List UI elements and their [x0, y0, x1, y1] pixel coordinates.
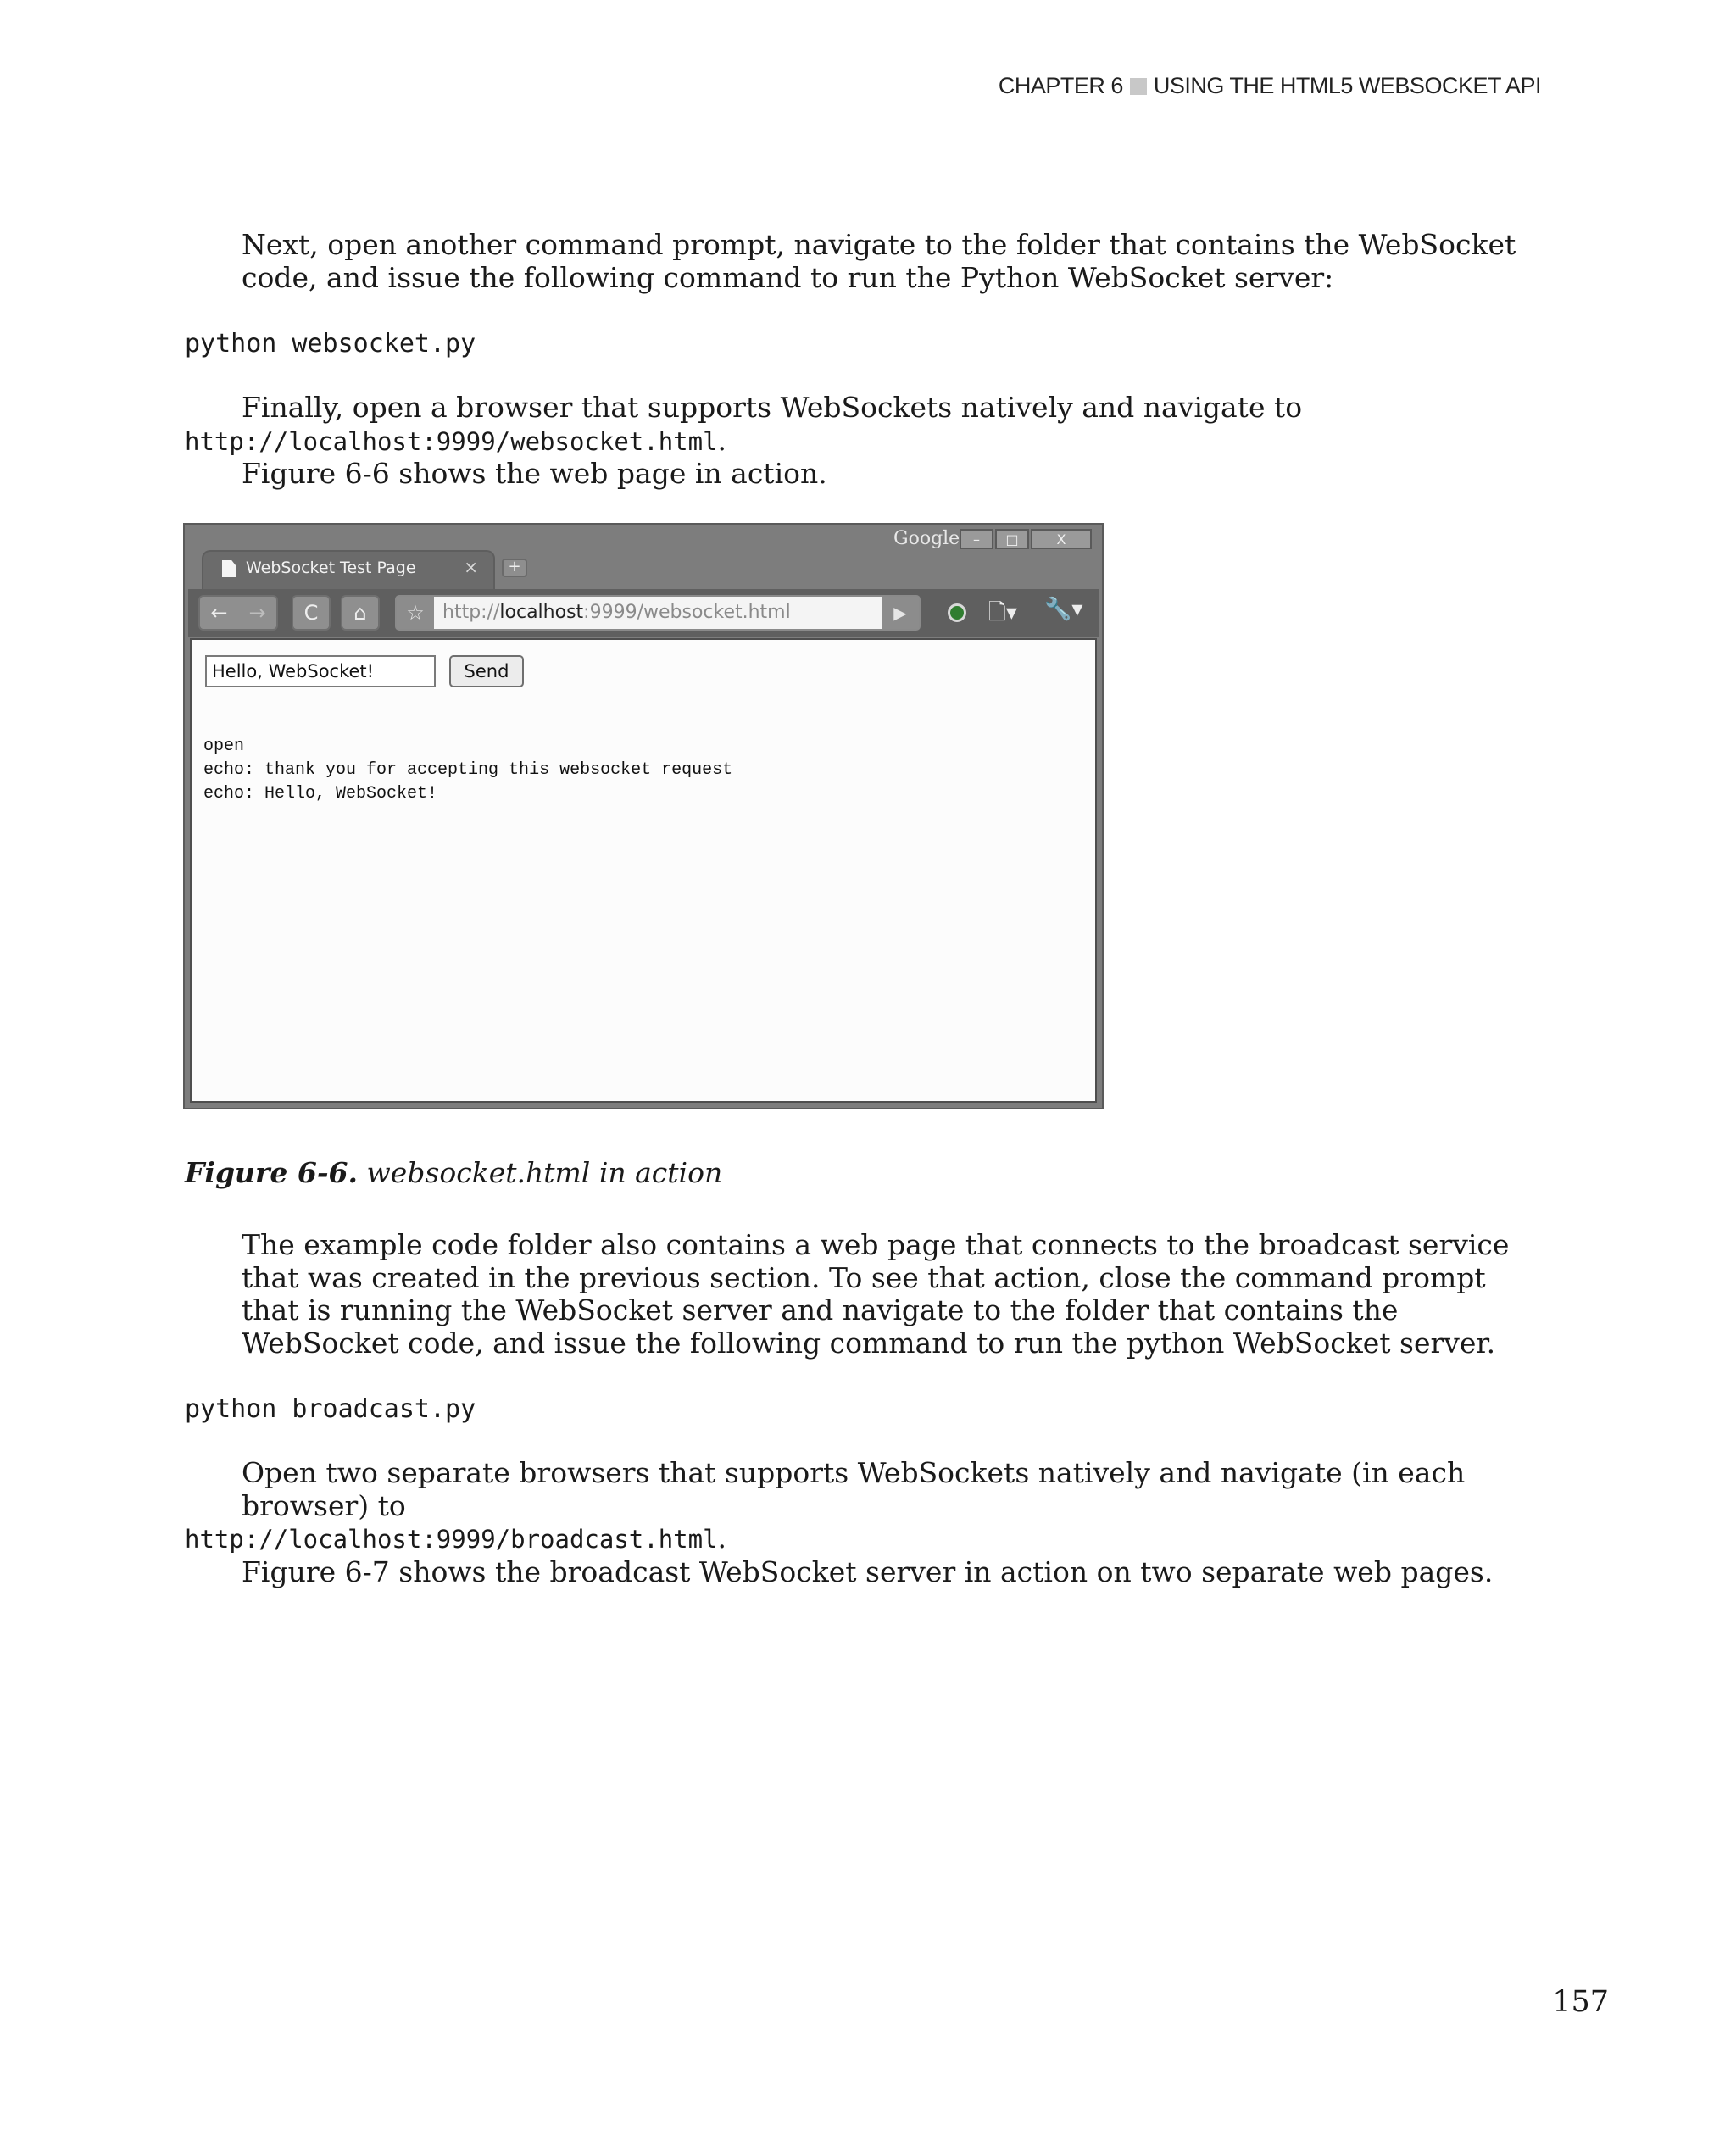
paragraph-5-period: . [717, 1521, 727, 1554]
bookmark-star-icon[interactable]: ☆ [397, 597, 434, 629]
log-line: open [203, 737, 245, 756]
address-bar-url [442, 602, 791, 623]
page-menu-icon[interactable]: 🗋▾ [988, 600, 1017, 626]
reload-icon[interactable]: C [292, 595, 331, 631]
go-arrow-icon[interactable]: ▶ [882, 597, 919, 629]
url-path: :9999/websocket.html [583, 602, 791, 623]
page-number: 157 [1552, 1985, 1609, 2019]
paragraph-4 [185, 1229, 1541, 1360]
new-tab-button[interactable]: + [502, 559, 527, 577]
figure-caption-text: websocket.html in action [366, 1156, 723, 1189]
figure-caption [185, 1156, 722, 1189]
window-close-button[interactable]: X [1031, 529, 1092, 549]
message-input[interactable] [205, 655, 436, 687]
address-bar[interactable] [395, 595, 921, 631]
browser-brand: Google [893, 528, 960, 549]
send-button[interactable]: Send [449, 655, 524, 687]
log-line: echo: Hello, WebSocket! [203, 784, 438, 804]
message-log [203, 735, 732, 806]
paragraph-1-text: Next, open another command prompt, navigate to the folder that contains the WebSocket code, and issue the following command to run the Python WebSocket server: [242, 228, 1516, 294]
maximize-button[interactable]: □ [995, 529, 1029, 549]
back-arrow-icon[interactable]: ← [210, 601, 228, 625]
tab-websocket-test-page[interactable] [202, 550, 495, 589]
home-icon[interactable]: ⌂ [341, 595, 380, 631]
separator-square [1130, 78, 1147, 95]
paragraph-5 [185, 1457, 1541, 1588]
code-line-1: python websocket.py [185, 329, 476, 359]
paragraph-2-text: Finally, open a browser that supports WebSockets natively and navigate to [242, 391, 1303, 424]
paragraph-3-text: Figure 6-6 shows the web page in action. [242, 457, 827, 490]
paragraph-4-text: The example code folder also contains a web page that connects to the broadcast service that was created in the previous section. To see that action, close the command prompt that is running the WebSocket server and navigate to the folder that contains the WebSocket code, and issue the following command to run the python WebSocket server. [242, 1228, 1510, 1360]
browser-screenshot [183, 523, 1104, 1109]
chapter-label: CHAPTER 6 [998, 73, 1123, 98]
url-scheme: http:// [442, 602, 500, 623]
back-forward-group [198, 595, 278, 631]
tab-close-icon[interactable]: × [464, 557, 478, 577]
wrench-menu-icon[interactable]: 🔧▾ [1044, 597, 1083, 622]
paragraph-1 [185, 229, 1541, 294]
extension-icon[interactable] [948, 603, 966, 622]
running-head [999, 73, 1541, 99]
chapter-title: USING THE HTML5 WEBSOCKET API [1153, 73, 1541, 98]
paragraph-2-period: . [717, 423, 727, 457]
browser-viewport [190, 638, 1097, 1103]
paragraph-5-text: Open two separate browsers that supports WebSockets natively and navigate (in each browser) to [242, 1456, 1466, 1522]
code-line-2: python broadcast.py [185, 1394, 476, 1424]
page-icon [222, 560, 236, 577]
paragraph-2 [185, 392, 1541, 491]
paragraph-6-text: Figure 6-7 shows the broadcast WebSocket server in action on two separate web pages. [242, 1554, 1494, 1588]
websocket-url: http://localhost:9999/websocket.html [185, 426, 718, 456]
tab-title: WebSocket Test Page [246, 559, 416, 577]
forward-arrow-icon[interactable]: → [248, 601, 266, 625]
url-host: localhost [499, 602, 584, 623]
figure-label: Figure 6-6. [185, 1156, 359, 1189]
log-line: echo: thank you for accepting this websocket request [203, 760, 733, 780]
browser-toolbar [188, 589, 1099, 637]
broadcast-url: http://localhost:9999/broadcast.html [185, 1525, 718, 1554]
minimize-button[interactable]: – [960, 529, 993, 549]
